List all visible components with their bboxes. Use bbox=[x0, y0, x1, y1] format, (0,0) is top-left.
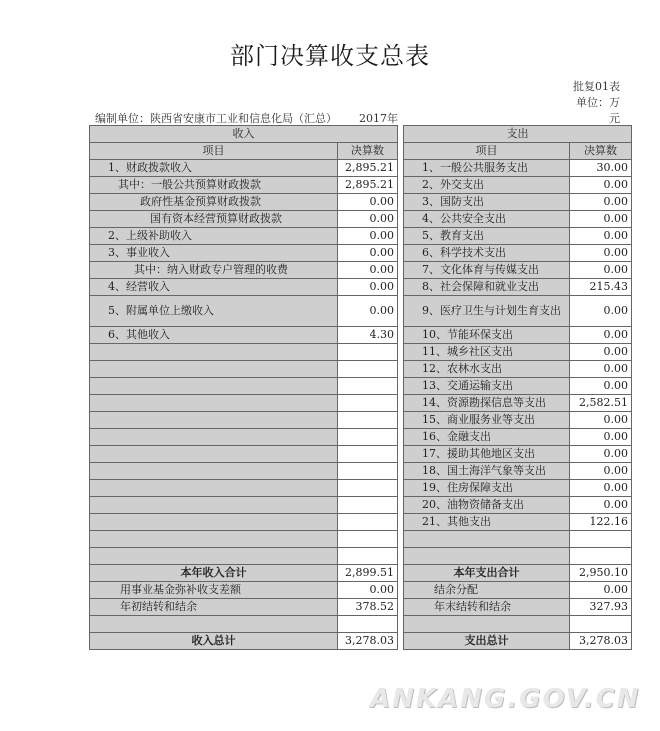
expense-amount: 0.00 bbox=[570, 245, 632, 262]
expense-item: 10、节能环保支出 bbox=[404, 327, 570, 344]
income-amount: 0.00 bbox=[338, 296, 398, 327]
report-year: 2017年 bbox=[359, 112, 398, 125]
expense-item: 13、交通运输支出 bbox=[404, 378, 570, 395]
expense-amount: 0.00 bbox=[570, 446, 632, 463]
income-item-empty bbox=[90, 497, 338, 514]
expense-amount: 0.00 bbox=[570, 228, 632, 245]
expense-grand-total-value: 3,278.03 bbox=[570, 633, 632, 650]
expense-item-header: 项目 bbox=[404, 143, 570, 160]
income-amount: 0.00 bbox=[338, 262, 398, 279]
income-item-empty bbox=[90, 616, 338, 633]
income-amount-empty bbox=[338, 429, 398, 446]
income-item-empty bbox=[90, 548, 338, 565]
income-item-empty bbox=[90, 412, 338, 429]
table-row bbox=[90, 378, 632, 395]
income-amount-empty bbox=[338, 344, 398, 361]
income-amount-empty bbox=[338, 378, 398, 395]
table-row bbox=[90, 480, 632, 497]
expense-item: 21、其他支出 bbox=[404, 514, 570, 531]
unit-label-continued: 元 bbox=[609, 112, 620, 125]
year-income-total-label: 本年收入合计 bbox=[90, 565, 338, 582]
empty-row bbox=[90, 531, 632, 548]
expense-amount: 0.00 bbox=[570, 480, 632, 497]
expense-item: 11、城乡社区支出 bbox=[404, 344, 570, 361]
income-item-header: 项目 bbox=[90, 143, 338, 160]
expense-amount: 0.00 bbox=[570, 378, 632, 395]
expense-amount: 215.43 bbox=[570, 279, 632, 296]
income-amount-empty bbox=[338, 361, 398, 378]
income-item-empty bbox=[90, 514, 338, 531]
expense-item: 8、社会保障和就业支出 bbox=[404, 279, 570, 296]
expense-amount: 0.00 bbox=[570, 194, 632, 211]
income-amount-empty bbox=[338, 548, 398, 565]
year-expense-total-label: 本年支出合计 bbox=[404, 565, 570, 582]
end-balance-label: 年末结转和结余 bbox=[404, 599, 570, 616]
expense-item: 7、文化体育与传媒支出 bbox=[404, 262, 570, 279]
expense-amount-empty bbox=[570, 548, 632, 565]
table-row bbox=[90, 228, 632, 245]
income-item: 2、上级补助收入 bbox=[90, 228, 338, 245]
expense-item: 4、公共安全支出 bbox=[404, 211, 570, 228]
budget-summary-table bbox=[89, 125, 632, 650]
expense-item: 1、一般公共服务支出 bbox=[404, 160, 570, 177]
expense-section-header: 支出 bbox=[404, 126, 632, 143]
income-amount-empty bbox=[338, 446, 398, 463]
income-amount-empty bbox=[338, 480, 398, 497]
table-row bbox=[90, 514, 632, 531]
compiler-line bbox=[95, 110, 398, 126]
income-amount-header: 决算数 bbox=[338, 143, 398, 160]
income-amount: 0.00 bbox=[338, 245, 398, 262]
table-row bbox=[90, 395, 632, 412]
expense-item: 5、教育支出 bbox=[404, 228, 570, 245]
expense-item: 16、金融支出 bbox=[404, 429, 570, 446]
year-expense-total-value: 2,950.10 bbox=[570, 565, 632, 582]
expense-item: 18、国土海洋气象等支出 bbox=[404, 463, 570, 480]
expense-item: 2、外交支出 bbox=[404, 177, 570, 194]
expense-amount: 0.00 bbox=[570, 327, 632, 344]
expense-grand-total-label: 支出总计 bbox=[404, 633, 570, 650]
income-item-empty bbox=[90, 395, 338, 412]
income-amount: 0.00 bbox=[338, 194, 398, 211]
unit-label: 单位：万 bbox=[576, 96, 620, 109]
expense-amount-header: 决算数 bbox=[570, 143, 632, 160]
income-item-empty bbox=[90, 429, 338, 446]
grand-total-row bbox=[90, 633, 632, 650]
expense-amount: 0.00 bbox=[570, 296, 632, 327]
table-row bbox=[90, 177, 632, 194]
expense-item-empty bbox=[404, 548, 570, 565]
expense-amount: 0.00 bbox=[570, 412, 632, 429]
income-item-empty bbox=[90, 531, 338, 548]
income-amount: 0.00 bbox=[338, 211, 398, 228]
table-row bbox=[90, 361, 632, 378]
carryover-row bbox=[90, 599, 632, 616]
table-row bbox=[90, 412, 632, 429]
table-row bbox=[90, 344, 632, 361]
income-grand-total-value: 3,278.03 bbox=[338, 633, 398, 650]
income-item: 5、附属单位上缴收入 bbox=[90, 296, 338, 327]
begin-balance-value: 378.52 bbox=[338, 599, 398, 616]
income-amount-empty bbox=[338, 412, 398, 429]
table-row bbox=[90, 160, 632, 177]
income-item: 国有资本经营预算财政拨款 bbox=[90, 211, 338, 228]
empty-row bbox=[90, 616, 632, 633]
expense-amount: 0.00 bbox=[570, 211, 632, 228]
income-item: 3、事业收入 bbox=[90, 245, 338, 262]
settle-value: 0.00 bbox=[570, 582, 632, 599]
income-item: 政府性基金预算财政拨款 bbox=[90, 194, 338, 211]
table-row bbox=[90, 497, 632, 514]
expense-item: 17、援助其他地区支出 bbox=[404, 446, 570, 463]
income-item: 其中：纳入财政专户管理的收费 bbox=[90, 262, 338, 279]
site-watermark: ANKANG.GOV.CN bbox=[370, 684, 641, 714]
fund-gap-label: 用事业基金弥补收支差额 bbox=[90, 582, 338, 599]
income-item: 6、其他收入 bbox=[90, 327, 338, 344]
expense-item: 14、资源勘探信息等支出 bbox=[404, 395, 570, 412]
income-item-empty bbox=[90, 446, 338, 463]
begin-balance-label: 年初结转和结余 bbox=[90, 599, 338, 616]
expense-amount: 0.00 bbox=[570, 361, 632, 378]
year-income-total-value: 2,899.51 bbox=[338, 565, 398, 582]
expense-item: 15、商业服务业等支出 bbox=[404, 412, 570, 429]
expense-amount: 122.16 bbox=[570, 514, 632, 531]
table-row bbox=[90, 194, 632, 211]
page-title: 部门决算收支总表 bbox=[230, 42, 430, 70]
column-header-row bbox=[90, 143, 632, 160]
income-item-empty bbox=[90, 463, 338, 480]
expense-amount: 0.00 bbox=[570, 429, 632, 446]
income-item-empty bbox=[90, 480, 338, 497]
income-amount-empty bbox=[338, 531, 398, 548]
income-amount-empty bbox=[338, 497, 398, 514]
expense-item: 19、住房保障支出 bbox=[404, 480, 570, 497]
expense-amount: 0.00 bbox=[570, 344, 632, 361]
table-row bbox=[90, 429, 632, 446]
expense-amount-empty bbox=[570, 531, 632, 548]
table-row bbox=[90, 279, 632, 296]
table-row bbox=[90, 296, 632, 327]
table-row bbox=[90, 327, 632, 344]
expense-amount: 2,582.51 bbox=[570, 395, 632, 412]
table-row bbox=[90, 463, 632, 480]
fund-gap-value: 0.00 bbox=[338, 582, 398, 599]
expense-amount: 0.00 bbox=[570, 463, 632, 480]
settle-label: 结余分配 bbox=[404, 582, 570, 599]
expense-item: 20、油物资储备支出 bbox=[404, 497, 570, 514]
income-item: 其中：一般公共预算财政拨款 bbox=[90, 177, 338, 194]
expense-amount: 30.00 bbox=[570, 160, 632, 177]
expense-item: 9、医疗卫生与计划生育支出 bbox=[404, 296, 570, 327]
income-item: 4、经营收入 bbox=[90, 279, 338, 296]
expense-amount: 0.00 bbox=[570, 262, 632, 279]
year-total-row bbox=[90, 565, 632, 582]
table-row bbox=[90, 211, 632, 228]
income-item: 1、财政拨款收入 bbox=[90, 160, 338, 177]
end-balance-value: 327.93 bbox=[570, 599, 632, 616]
income-section-header: 收入 bbox=[90, 126, 398, 143]
income-amount: 2,895.21 bbox=[338, 160, 398, 177]
income-amount: 4.30 bbox=[338, 327, 398, 344]
empty-row bbox=[90, 548, 632, 565]
table-row bbox=[90, 245, 632, 262]
income-item-empty bbox=[90, 378, 338, 395]
expense-amount-empty bbox=[570, 616, 632, 633]
expense-item: 3、国防支出 bbox=[404, 194, 570, 211]
income-grand-total-label: 收入总计 bbox=[90, 633, 338, 650]
section-header-row bbox=[90, 126, 632, 143]
income-amount-empty bbox=[338, 395, 398, 412]
income-item-empty bbox=[90, 344, 338, 361]
income-amount: 0.00 bbox=[338, 228, 398, 245]
form-number: 批复01表 bbox=[573, 80, 620, 93]
table-row bbox=[90, 262, 632, 279]
income-amount: 0.00 bbox=[338, 279, 398, 296]
expense-item: 6、科学技术支出 bbox=[404, 245, 570, 262]
income-amount: 2,895.21 bbox=[338, 177, 398, 194]
expense-amount: 0.00 bbox=[570, 497, 632, 514]
income-amount-empty bbox=[338, 463, 398, 480]
expense-item-empty bbox=[404, 616, 570, 633]
compiler-name: 编制单位：陕西省安康市工业和信息化局（汇总） bbox=[95, 112, 337, 125]
expense-amount: 0.00 bbox=[570, 177, 632, 194]
expense-item-empty bbox=[404, 531, 570, 548]
expense-item: 12、农林水支出 bbox=[404, 361, 570, 378]
table-row bbox=[90, 446, 632, 463]
income-amount-empty bbox=[338, 514, 398, 531]
fund-gap-row bbox=[90, 582, 632, 599]
income-item-empty bbox=[90, 361, 338, 378]
income-amount-empty bbox=[338, 616, 398, 633]
